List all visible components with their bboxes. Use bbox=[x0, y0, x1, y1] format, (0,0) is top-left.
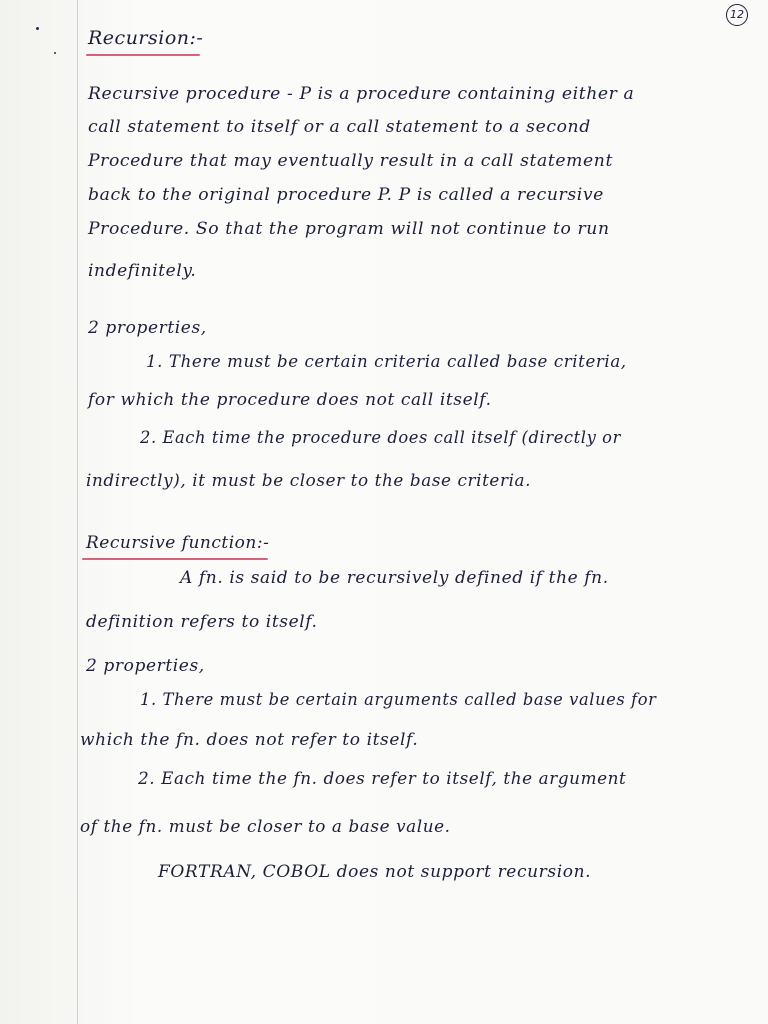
property-item: which the fn. does not refer to itself. bbox=[80, 730, 419, 750]
para2-line: definition refers to itself. bbox=[86, 612, 318, 632]
property-item: 1. There must be certain arguments called base values for bbox=[140, 690, 657, 709]
heading-recursive-function-underline bbox=[82, 558, 268, 560]
property-item: for which the procedure does not call itself. bbox=[88, 390, 492, 410]
heading-recursion-underline bbox=[86, 54, 200, 56]
para1-line: Procedure. So that the program will not continue to run bbox=[88, 219, 610, 239]
heading-recursive-function: Recursive function:- bbox=[86, 533, 270, 553]
ink-dot bbox=[54, 52, 56, 54]
para1-line: call statement to itself or a call statement to a second bbox=[88, 117, 591, 137]
properties-title: 2 properties, bbox=[88, 318, 207, 338]
para2-line: A fn. is said to be recursively defined if the fn. bbox=[180, 568, 609, 588]
page-number: 12 bbox=[726, 4, 748, 26]
heading-recursion: Recursion:- bbox=[88, 27, 204, 49]
para1-line: indefinitely. bbox=[88, 261, 197, 281]
property-item: 2. Each time the fn. does refer to itself, the argument bbox=[138, 768, 627, 788]
property-item: 1. There must be certain criteria called base criteria, bbox=[146, 352, 627, 371]
property-item: indirectly), it must be closer to the base criteria. bbox=[86, 470, 532, 490]
para1-line: Recursive procedure - P is a procedure containing either a bbox=[88, 84, 635, 104]
para1-line: Procedure that may eventually result in a call statement bbox=[88, 151, 613, 171]
property-item: 2. Each time the procedure does call itself (directly or bbox=[140, 428, 621, 447]
properties-title: 2 properties, bbox=[86, 656, 205, 676]
property-item: of the fn. must be closer to a base value. bbox=[80, 816, 451, 836]
para1-line: back to the original procedure P. P is called a recursive bbox=[88, 185, 604, 205]
closing-statement: FORTRAN, COBOL does not support recursion. bbox=[158, 862, 592, 882]
margin-line bbox=[77, 0, 78, 1024]
ink-dot bbox=[36, 27, 39, 30]
